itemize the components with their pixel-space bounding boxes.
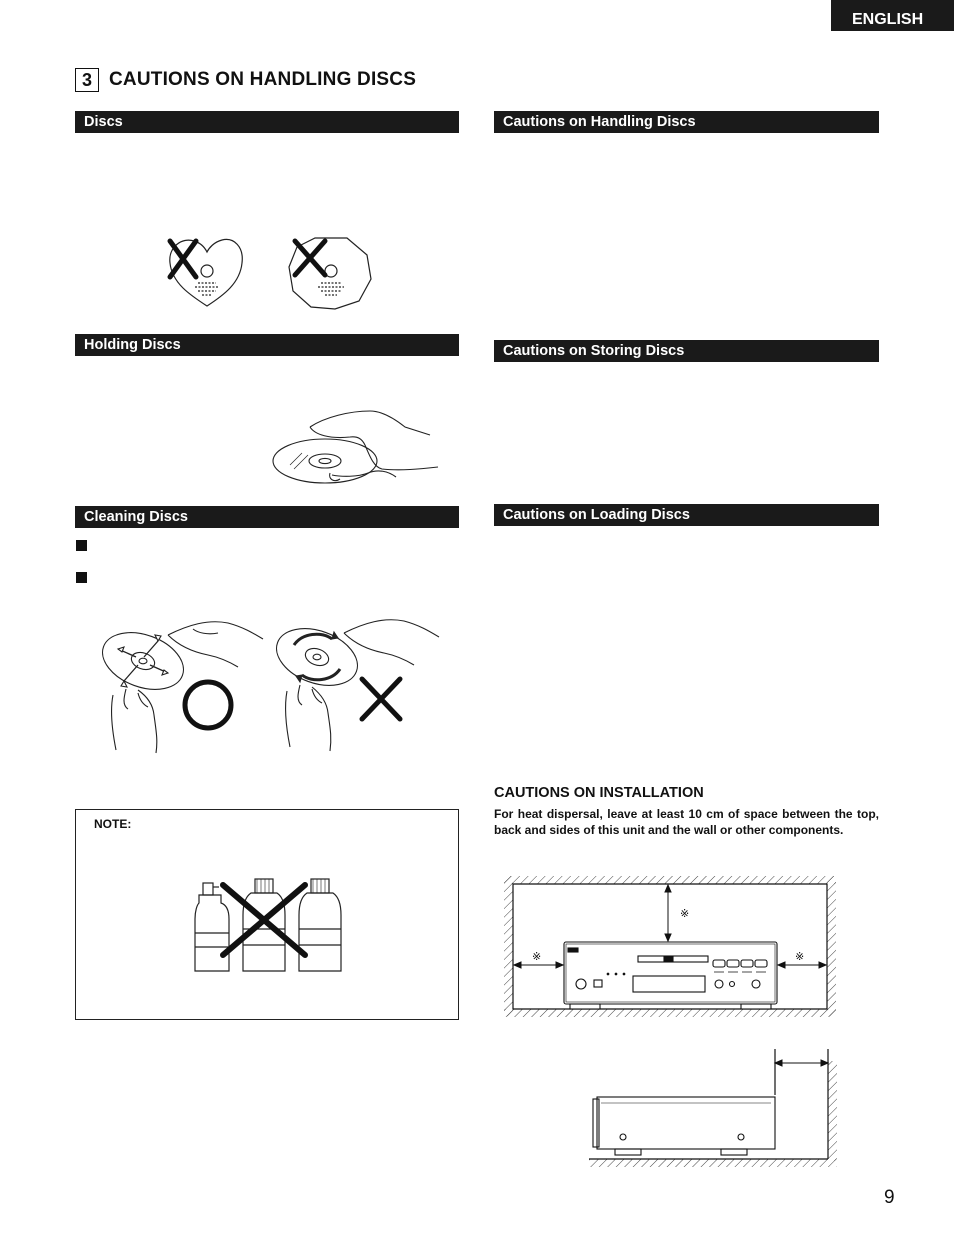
installation-front-diagram — [498, 872, 843, 1022]
cross-mark-icon — [362, 679, 400, 719]
clearance-mark-right: ※ — [795, 951, 805, 963]
holding-disc-illustration — [270, 405, 440, 490]
wall-hatching — [828, 1061, 837, 1161]
clearance-mark-left: ※ — [532, 951, 542, 963]
note-box — [75, 809, 459, 1020]
clearance-arrows — [775, 1060, 828, 1066]
section-title — [75, 67, 416, 93]
installation-text: For heat dispersal, leave at least 10 cm of space between the top, back and sides of this unit and the wall or other components. — [494, 807, 879, 837]
bar-loading-discs: Cautions on Loading Discs — [494, 504, 879, 526]
bar-discs: Discs — [75, 111, 459, 133]
heart-disc-icon — [170, 239, 242, 306]
cross-mark-icon — [295, 241, 325, 275]
odd-shaped-discs-illustration — [160, 233, 375, 313]
cleaning-incorrect-illustration — [272, 615, 442, 755]
bar-cleaning-discs: Cleaning Discs — [75, 506, 459, 528]
clearance-mark-top: ※ — [680, 908, 690, 920]
section-heading: CAUTIONS ON HANDLING DISCS — [109, 69, 417, 90]
note-label: NOTE: — [94, 817, 132, 831]
solvent-bottle-icon — [243, 879, 285, 971]
bullet-2 — [76, 572, 87, 583]
wall-hatching — [504, 876, 836, 1017]
bar-storing-discs: Cautions on Storing Discs — [494, 340, 879, 362]
cd-player-front — [564, 942, 777, 1009]
section-number: 3 — [75, 68, 99, 92]
installation-title: CAUTIONS ON INSTALLATION — [494, 785, 704, 801]
bullet-1 — [76, 540, 87, 551]
correct-circle-icon — [185, 682, 231, 728]
bar-handling-discs: Cautions on Handling Discs — [494, 111, 879, 133]
cd-player-side — [593, 1097, 775, 1155]
floor-hatching — [589, 1159, 837, 1167]
bar-holding-discs: Holding Discs — [75, 334, 459, 356]
solvent-bottles-illustration — [191, 875, 351, 1010]
page-number: 9 — [884, 1187, 895, 1208]
language-tab: ENGLISH — [831, 0, 954, 31]
cleaning-correct-illustration — [98, 615, 268, 755]
cross-mark-icon — [170, 241, 196, 277]
installation-side-diagram — [585, 1045, 845, 1175]
